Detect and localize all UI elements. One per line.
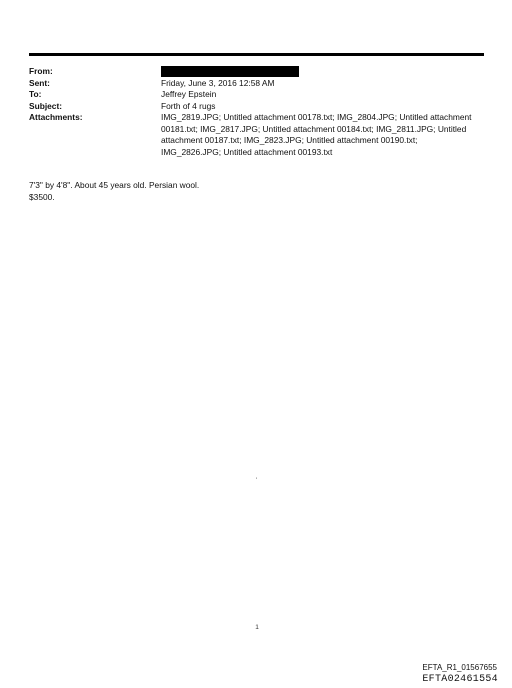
sent-value: Friday, June 3, 2016 12:58 AM	[161, 77, 275, 88]
sent-row	[29, 78, 484, 90]
email-header	[29, 66, 484, 158]
redaction-block	[161, 66, 299, 77]
from-label: From:	[29, 66, 53, 76]
attachments-label: Attachments:	[29, 112, 83, 122]
body-line-price: $3500.	[29, 191, 55, 202]
bates-number-primary: EFTA_R1_01567655	[422, 663, 497, 672]
attachments-value: IMG_2819.JPG; Untitled attachment 00178.txt; IMG_2804.JPG; Untitled attachment 00181.txt; IMG_2817.JPG; Untitled attachment 00184.txt; IMG_2811.JPG; Untitled attachment 00187.txt; IMG_2823.JPG; Untitled attachment 00190.txt; IMG_2826.JPG; Untitled attachment 00193.txt	[161, 112, 472, 157]
from-value	[161, 66, 484, 78]
email-body	[29, 180, 429, 203]
attachments-row	[29, 112, 484, 158]
to-value: Jeffrey Epstein	[161, 89, 217, 99]
header-rule	[29, 53, 484, 56]
from-row	[29, 66, 484, 78]
sent-label: Sent:	[29, 77, 50, 88]
bates-number-secondary: EFTA02461554	[422, 674, 498, 685]
to-label: To:	[29, 89, 42, 99]
subject-label: Subject:	[29, 100, 63, 111]
body-line-dimensions: 7'3" by 4'8". About 45 years old. Persian wool.	[29, 180, 200, 190]
page-number: 1	[255, 624, 259, 631]
to-row	[29, 89, 484, 101]
stray-mark: '	[256, 478, 258, 484]
subject-row	[29, 101, 484, 113]
subject-value: Forth of 4 rugs	[161, 100, 216, 111]
